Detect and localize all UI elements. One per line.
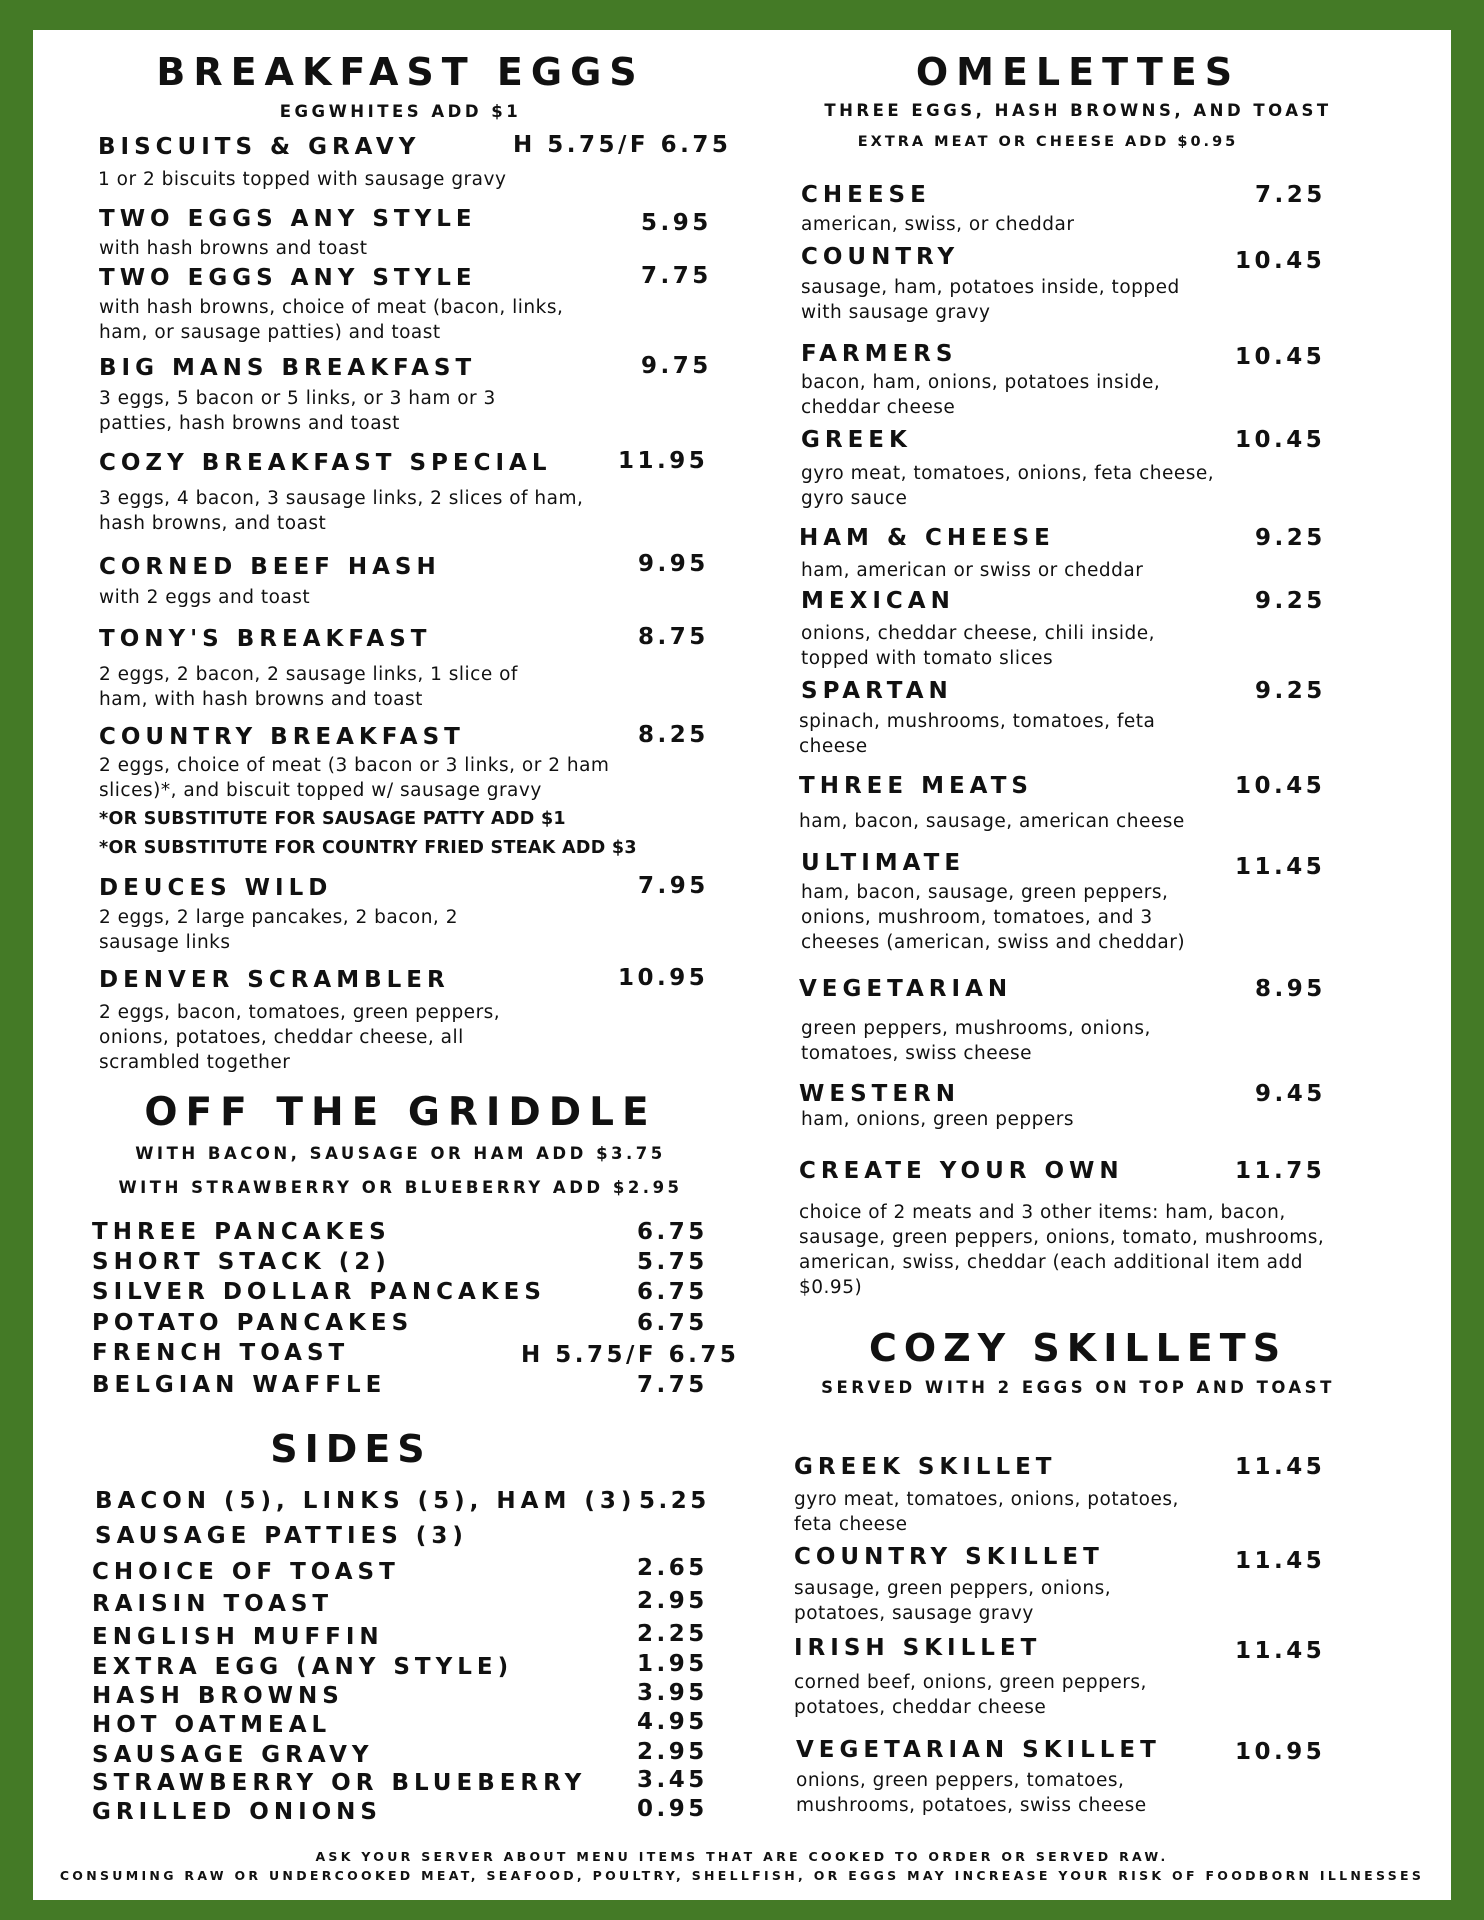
item-price: 6.75 [637,1219,708,1245]
item-price: 9.25 [1255,588,1326,614]
item-desc: onions, cheddar cheese, chili inside, topped with tomato slices [801,623,1156,669]
item-desc: 1 or 2 biscuits topped with sausage gravy [98,169,507,190]
item-name: FARMERS [801,341,958,367]
item-name: VEGETARIAN [799,976,1013,1002]
menu-page [33,30,1451,1900]
item-price: 6.75 [637,1310,708,1336]
item-desc: ham, onions, green peppers [801,1109,1075,1130]
item-price: H 5.75/F 6.75 [513,132,732,158]
skillets-subtitle: SERVED WITH 2 EGGS ON TOP AND TOAST [821,1378,1335,1397]
item-name: BELGIAN WAFFLE [92,1372,387,1398]
item-price: 10.45 [1235,773,1326,799]
item-price: 11.75 [1235,1158,1326,1184]
skillets-title: COZY SKILLETS [868,1326,1288,1370]
item-name: MEXICAN [801,588,955,614]
item-price: 10.45 [1235,344,1326,370]
item-name: COUNTRY BREAKFAST [99,724,465,750]
item-name: SHORT STACK (2) [92,1249,391,1275]
item-desc: green peppers, mushrooms, onions, tomatoes, swiss cheese [801,1018,1151,1064]
item-price: 7.95 [638,873,709,899]
item-price: 9.75 [641,353,712,379]
item-name: RAISIN TOAST [92,1591,334,1617]
item-price: 8.95 [1255,976,1326,1002]
item-price: 8.25 [638,722,709,748]
item-name: EXTRA EGG (ANY STYLE) [92,1654,514,1680]
item-name: DEUCES WILD [99,875,333,901]
item-desc: with hash browns and toast [99,238,368,259]
item-price: 4.95 [637,1709,708,1735]
item-price: 0.95 [637,1796,708,1822]
item-price: 3.95 [637,1680,708,1706]
griddle-title: OFF THE GRIDDLE [144,1090,657,1135]
item-price: 2.95 [637,1739,708,1765]
item-name: ENGLISH MUFFIN [92,1624,384,1650]
item-desc: 2 eggs, choice of meat (3 bacon or 3 links, or 2 ham slices)*, and biscuit topped w/ sausage gravy [99,755,610,801]
item-desc: ham, bacon, sausage, green peppers, onions, mushroom, tomatoes, and 3 cheeses (american, swiss and cheddar) [801,882,1186,953]
item-name: TONY'S BREAKFAST [99,626,432,652]
item-desc: 2 eggs, bacon, tomatoes, green peppers, onions, potatoes, cheddar cheese, all scrambled together [99,1002,501,1073]
item-name: SPARTAN [801,678,953,704]
item-price: 5.75 [637,1249,708,1275]
breakfast-eggs-title: BREAKFAST EGGS [156,50,645,94]
item-desc: bacon, ham, onions, potatoes inside, cheddar cheese [801,372,1161,418]
item-name: CORNED BEEF HASH [99,554,441,580]
item-name: TWO EGGS ANY STYLE [99,265,477,291]
item-desc: choice of 2 meats and 3 other items: ham, bacon, sausage, green peppers, onions, tomato, mushrooms, american, swiss, cheddar (each additional item add $0.95) [799,1202,1325,1298]
item-name: BISCUITS & GRAVY [98,134,421,160]
item-name: ULTIMATE [801,850,966,876]
item-desc: corned beef, onions, green peppers, potatoes, cheddar cheese [794,1672,1147,1718]
item-name: GRILLED ONIONS [92,1799,382,1825]
item-desc: 3 eggs, 4 bacon, 3 sausage links, 2 slices of ham, hash browns, and toast [99,488,584,534]
item-price: 11.95 [618,448,709,474]
item-name: VEGETARIAN SKILLET [796,1737,1161,1763]
item-name: CHEESE [801,182,931,208]
item-desc: gyro meat, tomatoes, onions, potatoes, feta cheese [794,1489,1179,1535]
item-price: 2.25 [637,1621,708,1647]
item-name: THREE PANCAKES [92,1219,391,1245]
item-price: 9.95 [638,551,709,577]
item-desc: with 2 eggs and toast [99,587,311,608]
omelettes-subtitle: THREE EGGS, HASH BROWNS, AND TOAST [824,101,1332,120]
item-name: BIG MANS BREAKFAST [99,355,477,381]
item-name: SAUSAGE GRAVY [92,1742,374,1768]
item-name: HASH BROWNS [92,1683,344,1709]
item-name: POTATO PANCAKES [92,1310,414,1336]
item-name: GREEK [801,427,912,453]
item-name: WESTERN [799,1081,961,1107]
omelettes-title: OMELETTES [915,50,1241,94]
item-price: 8.75 [638,624,709,650]
item-desc: 3 eggs, 5 bacon or 5 links, or 3 ham or 3 patties, hash browns and toast [99,388,496,434]
item-price: 6.75 [637,1279,708,1305]
item-name: CREATE YOUR OWN [799,1158,1124,1184]
item-name: GREEK SKILLET [794,1454,1057,1480]
griddle-subtitle: WITH STRAWBERRY OR BLUEBERRY ADD $2.95 [118,1178,683,1197]
item-price: 10.95 [1235,1739,1326,1765]
substitute-note: *OR SUBSTITUTE FOR SAUSAGE PATTY ADD $1 [99,809,566,829]
item-desc: ham, american or swiss or cheddar [801,560,1144,581]
item-name: SAUSAGE PATTIES (3) [95,1523,468,1549]
item-price: H 5.75/F 6.75 [521,1342,740,1368]
item-price: 9.45 [1255,1081,1326,1107]
item-price: 2.65 [637,1555,708,1581]
omelettes-subtitle-extra: EXTRA MEAT OR CHEESE ADD $0.95 [857,134,1239,150]
item-price: 7.75 [641,263,712,289]
item-price: 11.45 [1235,854,1326,880]
item-desc: spinach, mushrooms, tomatoes, feta cheese [799,711,1156,757]
footer-warning: CONSUMING RAW OR UNDERCOOKED MEAT, SEAFOOD, POULTRY, SHELLFISH, OR EGGS MAY INCREASE YOUR RISK OF FOODBORN ILLNESSES [59,1868,1425,1883]
item-price: 5.25 [639,1488,710,1514]
footer-notice: ASK YOUR SERVER ABOUT MENU ITEMS THAT ARE COOKED TO ORDER OR SERVED RAW. [315,1849,1169,1864]
item-price: 3.45 [637,1767,708,1793]
item-name: HAM & CHEESE [799,525,1055,551]
item-desc: gyro meat, tomatoes, onions, feta cheese, gyro sauce [801,463,1215,509]
item-name: COUNTRY [801,244,960,270]
item-name: IRISH SKILLET [794,1635,1042,1661]
item-price: 11.45 [1235,1638,1326,1664]
item-desc: onions, green peppers, tomatoes, mushrooms, potatoes, swiss cheese [796,1770,1147,1816]
item-price: 2.95 [637,1588,708,1614]
item-desc: 2 eggs, 2 bacon, 2 sausage links, 1 slice of ham, with hash browns and toast [99,664,518,710]
item-name: THREE MEATS [799,773,1033,799]
item-price: 9.25 [1255,525,1326,551]
item-name: COUNTRY SKILLET [794,1544,1104,1570]
item-price: 7.25 [1255,182,1326,208]
item-name: CHOICE OF TOAST [92,1559,400,1585]
item-name: DENVER SCRAMBLER [99,967,450,993]
item-name: COZY BREAKFAST SPECIAL [99,450,552,476]
substitute-note: *OR SUBSTITUTE FOR COUNTRY FRIED STEAK ADD $3 [99,838,637,858]
griddle-subtitle: WITH BACON, SAUSAGE OR HAM ADD $3.75 [135,1144,666,1163]
item-price: 11.45 [1235,1548,1326,1574]
item-desc: sausage, ham, potatoes inside, topped with sausage gravy [801,277,1180,323]
item-desc: with hash browns, choice of meat (bacon, links, ham, or sausage patties) and toast [99,297,564,343]
item-price: 7.75 [637,1372,708,1398]
item-name: SILVER DOLLAR PANCAKES [92,1279,546,1305]
item-price: 5.95 [641,210,712,236]
item-price: 10.45 [1235,427,1326,453]
item-desc: 2 eggs, 2 large pancakes, 2 bacon, 2 sausage links [99,907,458,953]
item-desc: american, swiss, or cheddar [801,214,1075,235]
sides-title: SIDES [270,1427,432,1471]
item-price: 11.45 [1235,1454,1326,1480]
item-price: 1.95 [637,1651,708,1677]
item-desc: ham, bacon, sausage, american cheese [799,811,1185,832]
item-desc: sausage, green peppers, onions, potatoes, sausage gravy [794,1578,1112,1624]
breakfast-eggs-subtitle: EGGWHITES ADD $1 [279,102,522,121]
item-name: STRAWBERRY OR BLUEBERRY [92,1770,587,1796]
item-name: FRENCH TOAST [92,1340,350,1366]
item-price: 9.25 [1255,678,1326,704]
item-name: TWO EGGS ANY STYLE [99,206,477,232]
item-price: 10.95 [618,965,709,991]
item-name: HOT OATMEAL [92,1712,332,1738]
item-price: 10.45 [1235,248,1326,274]
item-name: BACON (5), LINKS (5), HAM (3) [95,1488,637,1514]
